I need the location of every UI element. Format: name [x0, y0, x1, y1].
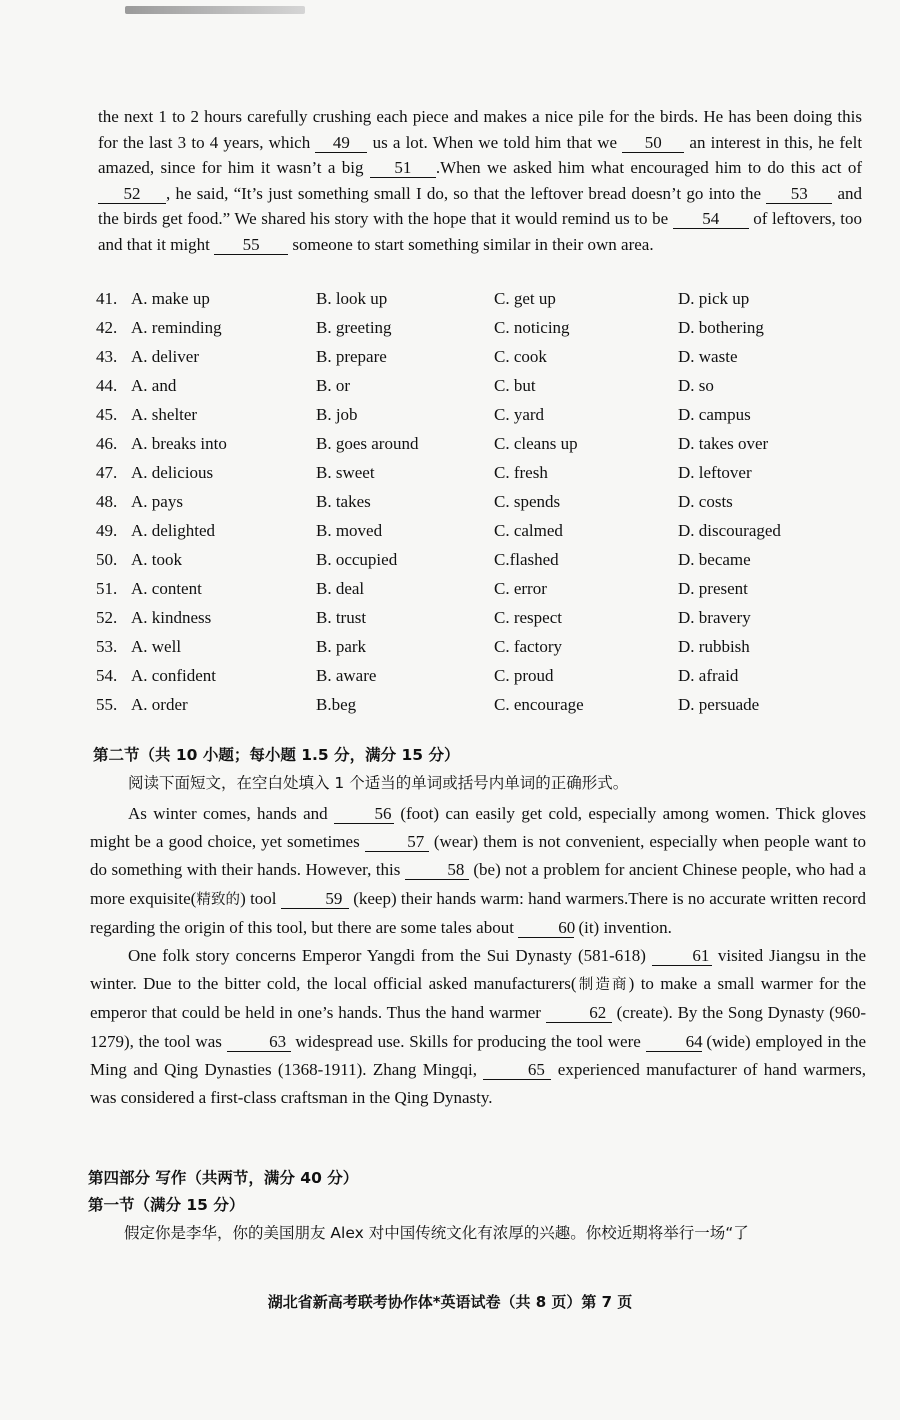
scan-edge-mark	[125, 6, 305, 14]
grammar-paragraph-2	[90, 942, 866, 1112]
passage-text: the next 1 to 2 hours carefully crushing each piece and makes a nice pile for the birds. He has been doing this for the last 3 to 4 years, which	[98, 107, 862, 152]
question-number: 44.	[96, 376, 118, 395]
option-c: C. factory	[494, 637, 562, 656]
grammar-chinese-gloss: 精致的	[196, 891, 241, 908]
option-row-55	[96, 690, 876, 719]
passage-text: .When we asked him what encouraged him to do this act of	[435, 158, 862, 177]
option-c: C. cleans up	[494, 434, 578, 453]
option-row-53	[96, 632, 876, 661]
blank-59: 59	[281, 890, 349, 909]
option-a: A. order	[131, 695, 188, 714]
blank-53: 53	[766, 185, 832, 204]
blank-64: 64	[646, 1033, 702, 1052]
part4-title: 第四部分 写作（共两节，满分 40 分）	[88, 1169, 359, 1187]
option-b: B. prepare	[316, 347, 387, 366]
option-a: A. kindness	[131, 608, 212, 627]
passage-text: and the birds get food.” We shared his story with the hope that it would remind us to be	[98, 183, 863, 228]
option-d: D. takes over	[678, 434, 769, 453]
option-a: A. breaks into	[131, 434, 227, 453]
passage-text: us a lot. When we told him that we	[372, 132, 618, 152]
option-c: C. proud	[494, 666, 554, 685]
blank-57: 57	[365, 833, 429, 852]
option-a: A. well	[131, 637, 182, 656]
option-d: D. bothering	[678, 318, 764, 337]
option-d: D. present	[678, 579, 748, 598]
option-b: B. deal	[316, 579, 365, 598]
grammar-text: ) tool	[240, 888, 277, 908]
option-c: C. cook	[494, 347, 547, 366]
grammar-passage	[90, 800, 866, 1112]
grammar-text: widespread use. Skills for producing the tool were	[295, 1031, 641, 1051]
option-row-43	[96, 342, 876, 371]
option-d: D. so	[678, 376, 714, 395]
option-row-52	[96, 603, 876, 632]
option-a: A. confident	[131, 666, 216, 685]
question-number: 50.	[96, 550, 118, 569]
option-a: A. took	[131, 550, 182, 569]
passage-text: someone to start something similar in their own area.	[292, 234, 654, 254]
option-row-46	[96, 429, 876, 458]
option-b: B. moved	[316, 521, 383, 540]
question-number: 43.	[96, 347, 118, 366]
blank-58: 58	[405, 861, 469, 880]
passage-text: , he said, “It’s just something small I do, so that the leftover bread doesn’t go into the	[166, 183, 762, 203]
grammar-text: (it) invention.	[578, 917, 672, 937]
option-row-47	[96, 458, 876, 487]
grammar-text: (be) not a problem for ancient Chinese people, who had a more exquisite(	[90, 860, 867, 908]
blank-61: 61	[652, 947, 712, 966]
option-a: A. make up	[131, 289, 210, 308]
grammar-text: visited Jiangsu in the winter. Due to the bitter cold, the local official asked manufacturers(	[90, 946, 867, 994]
question-number: 45.	[96, 405, 118, 424]
option-a: A. delicious	[131, 463, 214, 482]
grammar-text: (create). By the Song Dynasty (960-1279), the tool was	[90, 1003, 867, 1051]
option-row-51	[96, 574, 876, 603]
option-d: D. leftover	[678, 463, 752, 482]
option-c: C. spends	[494, 492, 561, 511]
blank-52: 52	[98, 185, 166, 204]
option-d: D. waste	[678, 347, 738, 366]
blank-55: 55	[214, 236, 288, 255]
section2-title: 第二节（共 10 小题；每小题 1.5 分，满分 15 分）	[93, 746, 460, 764]
page-footer: 湖北省新高考联考协作体*英语试卷（共 8 页）第 7 页	[267, 1293, 633, 1311]
option-a: A. delighted	[131, 521, 216, 540]
writing-prompt: 假定你是李华，你的美国朋友 Alex 对中国传统文化有浓厚的兴趣。你校近期将举行一场“了	[124, 1224, 749, 1242]
option-b: B. park	[316, 637, 367, 656]
option-c: C. fresh	[494, 463, 548, 482]
option-d: D. costs	[678, 492, 733, 511]
grammar-text: (foot) can easily get cold, especially among women. Thick gloves might be a good choice, yet sometimes	[90, 804, 867, 852]
option-b: B. or	[316, 376, 350, 395]
question-number: 42.	[96, 318, 118, 337]
grammar-text: (wear) them is not convenient, especially when people want to do something with their hands. However, this	[90, 832, 866, 880]
grammar-text: experienced manufacturer of hand warmers, was considered a first-class craftsman in the Qing Dynasty.	[90, 1059, 866, 1108]
option-b: B. greeting	[316, 318, 392, 337]
section2-instruction: 阅读下面短文，在空白处填入 1 个适当的单词或括号内单词的正确形式。	[128, 774, 629, 792]
option-a: A. deliver	[131, 347, 199, 366]
option-b: B. occupied	[316, 550, 398, 569]
option-row-45	[96, 400, 876, 429]
option-d: D. campus	[678, 405, 751, 424]
grammar-text: (wide) employed in the Ming and Qing Dynasties (1368-1911). Zhang Mingqi,	[90, 1031, 867, 1079]
option-d: D. became	[678, 550, 751, 569]
option-c: C. calmed	[494, 521, 563, 540]
option-row-49	[96, 516, 876, 545]
option-a: A. reminding	[131, 318, 222, 337]
option-d: D. bravery	[678, 608, 751, 627]
option-row-50	[96, 545, 876, 574]
option-b: B. takes	[316, 492, 371, 511]
blank-54: 54	[673, 210, 749, 229]
option-c: C. yard	[494, 405, 545, 424]
question-number: 53.	[96, 637, 118, 656]
part4-section1-title: 第一节（满分 15 分）	[88, 1196, 245, 1214]
passage-text: an interest in this, he felt amazed, since for him it wasn’t a big	[98, 132, 863, 177]
question-number: 54.	[96, 666, 118, 685]
question-number: 47.	[96, 463, 118, 482]
option-row-42	[96, 313, 876, 342]
question-number: 52.	[96, 608, 118, 627]
option-b: B. aware	[316, 666, 377, 685]
grammar-paragraph-1	[90, 800, 866, 942]
question-number: 55.	[96, 695, 118, 714]
option-d: D. afraid	[678, 666, 739, 685]
option-a: A. pays	[131, 492, 183, 511]
option-b: B. trust	[316, 608, 367, 627]
option-d: D. discouraged	[678, 521, 781, 540]
option-a: A. shelter	[131, 405, 198, 424]
option-row-41	[96, 284, 876, 313]
option-c: C. error	[494, 579, 547, 598]
blank-50: 50	[622, 134, 684, 153]
option-d: D. persuade	[678, 695, 760, 714]
blank-63: 63	[227, 1033, 291, 1052]
option-b: B. sweet	[316, 463, 375, 482]
option-c: C. respect	[494, 608, 562, 627]
blank-49: 49	[315, 134, 367, 153]
option-row-54	[96, 661, 876, 690]
option-a: A. content	[131, 579, 202, 598]
grammar-text: One folk story concerns Emperor Yangdi from the Sui Dynasty (581-618)	[128, 946, 646, 966]
grammar-text: ) to make a small warmer for the emperor that could be held in one’s hands. Thus the hand warmer	[90, 974, 866, 1023]
option-row-48	[96, 487, 876, 516]
grammar-chinese-gloss: 制造商	[576, 977, 629, 994]
question-number: 51.	[96, 579, 118, 598]
question-number: 46.	[96, 434, 118, 453]
option-b: B. job	[316, 405, 358, 424]
options-list	[96, 284, 876, 719]
cloze-passage	[98, 104, 862, 257]
option-c: C. get up	[494, 289, 556, 308]
passage-text: of leftovers, too and that it might	[98, 209, 863, 254]
option-c: C.flashed	[494, 550, 559, 569]
option-a: A. and	[131, 376, 177, 395]
option-d: D. rubbish	[678, 637, 750, 656]
question-number: 48.	[96, 492, 118, 511]
blank-51: 51	[370, 159, 436, 178]
option-c: C. but	[494, 376, 536, 395]
blank-60: 60	[518, 919, 574, 938]
option-b: B. goes around	[316, 434, 419, 453]
option-d: D. pick up	[678, 289, 750, 308]
grammar-text: (keep) their hands warm: hand warmers.There is no accurate written record regarding the origin of this tool, but there are some tales about	[90, 888, 867, 937]
option-b: B.beg	[316, 695, 357, 714]
option-c: C. encourage	[494, 695, 584, 714]
question-number: 49.	[96, 521, 118, 540]
option-row-44	[96, 371, 876, 400]
blank-65: 65	[483, 1061, 551, 1080]
blank-56: 56	[334, 805, 394, 824]
option-c: C. noticing	[494, 318, 570, 337]
question-number: 41.	[96, 289, 118, 308]
option-b: B. look up	[316, 289, 388, 308]
blank-62: 62	[546, 1004, 612, 1023]
grammar-text: As winter comes, hands and	[128, 804, 328, 823]
